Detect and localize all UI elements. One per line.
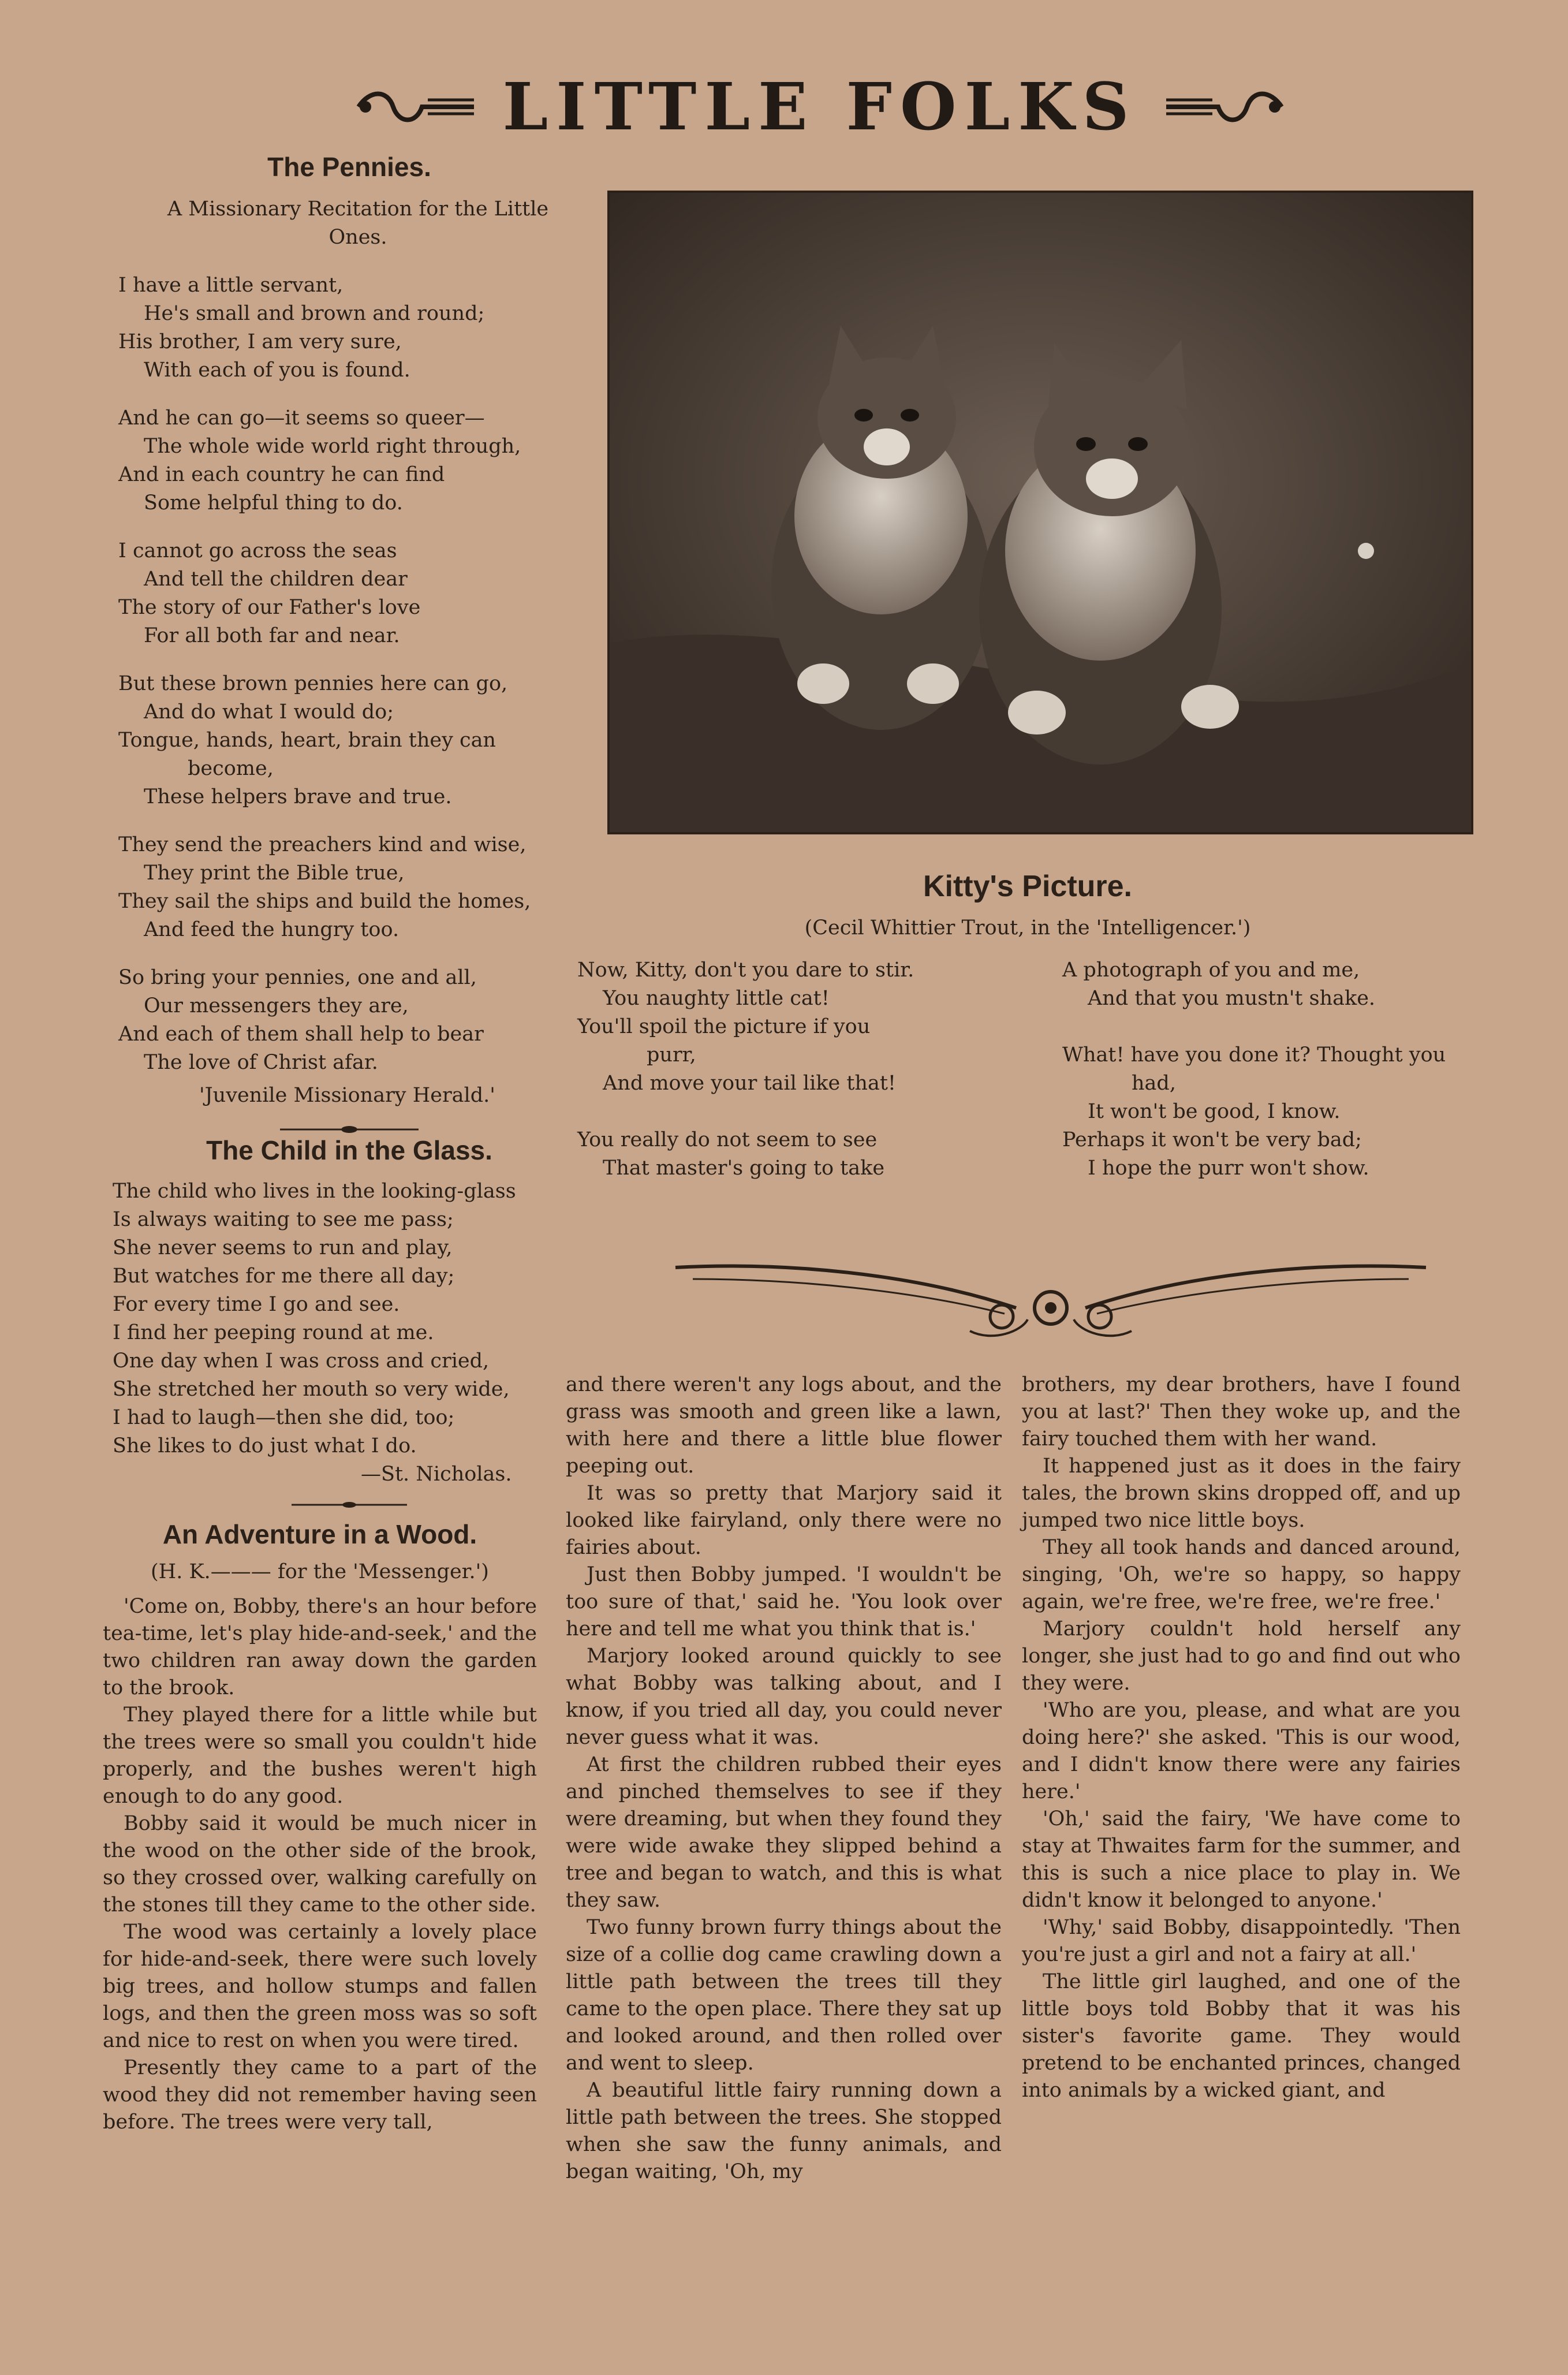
- paragraph: The little girl laughed, and one of the little boys told Bobby that it was his sister's favorite game. They would pretend to be enchanted princes, changed into animals by a wicked giant, and: [1022, 1970, 1461, 2102]
- kittens-photograph: [607, 191, 1473, 834]
- right-flourish-ornament: [1160, 84, 1287, 130]
- pennies-stanza-5: [118, 831, 580, 944]
- paragraph: The wood was certainly a lovely place for hide-and-seek, there were such lovely big trees, and hollow stumps and fallen logs, and then the green moss was so soft and nice to rest on when you were tired.: [103, 1921, 537, 2052]
- kitty-article: [577, 869, 1478, 1183]
- kittens-illustration: [610, 193, 1471, 832]
- paragraph: It was so pretty that Marjory said it looked like fairyland, only there were no fairies about.: [566, 1482, 1002, 1559]
- poem-line: [1062, 1013, 1478, 1041]
- poem-line: But these brown pennies here can go,: [118, 672, 508, 695]
- paragraph: Marjory couldn't hold herself any longer, she just had to go and find out who they were.: [1022, 1617, 1461, 1695]
- poem-line: And move your tail like that!: [603, 1072, 896, 1095]
- scroll-ornament: [670, 1244, 1432, 1348]
- pennies-stanza-1: [118, 271, 580, 385]
- pennies-stanza-2: [118, 404, 580, 517]
- poem-line: That master's going to take: [603, 1157, 885, 1180]
- poem-line: The whole wide world right through,: [144, 435, 521, 458]
- paragraph: At first the children rubbed their eyes and pinched themselves to see if they were dreaming, but when they found they were wide awake they slipped behind a tree and began to watch, and this is what they saw.: [566, 1753, 1002, 1912]
- poem-line: [577, 1098, 993, 1126]
- poem-line: What! have you done it? Thought you: [1062, 1043, 1446, 1067]
- poem-line: I cannot go across the seas: [118, 539, 397, 562]
- pennies-stanza-4: [118, 670, 580, 811]
- poem-line: Perhaps it won't be very bad;: [1062, 1128, 1362, 1151]
- poem-line: had,: [1132, 1072, 1176, 1095]
- poem-line: She never seems to run and play,: [113, 1236, 453, 1259]
- poem-line: It won't be good, I know.: [1088, 1100, 1341, 1123]
- poem-line: purr,: [647, 1043, 696, 1067]
- adventure-title: An Adventure in a Wood.: [162, 1519, 477, 1549]
- pennies-article: [118, 151, 580, 1135]
- poem-line: And he can go—it seems so queer—: [118, 407, 485, 430]
- paragraph: Presently they came to a part of the wood they did not remember having seen before. The trees were very tall,: [103, 2056, 537, 2134]
- poem-line: And that you mustn't shake.: [1088, 987, 1376, 1010]
- pennies-title: The Pennies.: [267, 152, 431, 182]
- kitty-poem: [577, 956, 1478, 1183]
- poem-line: Tongue, hands, heart, brain they can: [118, 729, 496, 752]
- adventure-byline: (H. K.——— for the 'Messenger.'): [151, 1560, 489, 1583]
- poem-line: And each of them shall help to bear: [118, 1023, 484, 1046]
- poem-line: With each of you is found.: [144, 359, 410, 382]
- poem-line: For every time I go and see.: [113, 1293, 400, 1316]
- poem-line: And feed the hungry too.: [144, 918, 400, 941]
- paragraph: Two funny brown furry things about the size of a collie dog came crawling down a little path between the trees till they came to the open place. There they sat up and looked around, and then rolled over and went to sleep.: [566, 1916, 1002, 2075]
- poem-line: And do what I would do;: [144, 700, 394, 724]
- poem-line: The story of our Father's love: [118, 596, 421, 619]
- poem-line: They sail the ships and build the homes,: [118, 890, 531, 913]
- poem-line: She likes to do just what I do.: [113, 1434, 417, 1457]
- pennies-subtitle-cont: Ones.: [328, 226, 387, 249]
- paragraph: Bobby said it would be much nicer in the wood on the other side of the brook, so they crossed over, walking carefully on the stones till they came to the other side.: [103, 1812, 537, 1917]
- poem-line: You naughty little cat!: [603, 987, 830, 1010]
- poem-line: She stretched her mouth so very wide,: [113, 1378, 510, 1401]
- poem-line: But watches for me there all day;: [113, 1265, 455, 1288]
- section-divider: [280, 1124, 419, 1135]
- poem-line: These helpers brave and true.: [144, 785, 452, 808]
- paragraph: A beautiful little fairy running down a little path between the trees. She stopped when she saw the funny animals, and began waiting, 'Oh, my: [566, 2079, 1002, 2183]
- poem-line: The child who lives in the looking-glass: [113, 1180, 516, 1203]
- poem-line: His brother, I am very sure,: [118, 330, 402, 353]
- adventure-article: [103, 1519, 537, 2136]
- paragraph: Just then Bobby jumped. 'I wouldn't be too sure of that,' said he. 'You look over here and tell me what you think that is.': [566, 1563, 1002, 1640]
- poem-line: Our messengers they are,: [144, 994, 409, 1017]
- poem-line: You really do not seem to see: [577, 1128, 878, 1151]
- kitty-poem-right: [1062, 956, 1478, 1183]
- poem-line: One day when I was cross and cried,: [113, 1349, 490, 1373]
- kitty-poem-left: [577, 956, 993, 1183]
- poem-line: He's small and brown and round;: [144, 302, 485, 325]
- paragraph: 'Come on, Bobby, there's an hour before tea-time, let's play hide-and-seek,' and the two children ran away down the garden to the brook.: [103, 1595, 537, 1699]
- paragraph: They played there for a little while but the trees were so small you couldn't hide properly, and the bushes weren't high enough to do any good.: [103, 1703, 537, 1808]
- paragraph: 'Who are you, please, and what are you doing here?' she asked. 'This is our wood, and I didn't know there were any fairies here.': [1022, 1699, 1461, 1803]
- left-flourish-ornament: [353, 84, 480, 130]
- masthead-title: LITTLE FOLKS: [502, 69, 1137, 145]
- glass-source: —St. Nicholas.: [361, 1463, 512, 1486]
- paragraph: It happened just as it does in the fairy tales, the brown skins dropped off, and up jumped two nice little boys.: [1022, 1455, 1461, 1532]
- pennies-stanza-6: [118, 964, 580, 1077]
- paragraph: brothers, my dear brothers, have I found you at last?' Then they woke up, and the fairy touched them with her wand.: [1022, 1373, 1461, 1451]
- paragraph: and there weren't any logs about, and the grass was smooth and green like a lawn, with here and there a little blue flower peeping out.: [566, 1373, 1002, 1478]
- section-divider: [292, 1499, 407, 1511]
- masthead: [323, 64, 1316, 150]
- poem-line: I had to laugh—then she did, too;: [113, 1406, 455, 1429]
- adventure-column-2: [566, 1371, 1002, 2186]
- poem-line: So bring your pennies, one and all,: [118, 966, 477, 989]
- poem-line: The love of Christ afar.: [144, 1051, 378, 1074]
- paragraph: Marjory looked around quickly to see what Bobby was talking about, and I know, if you tried all day, you could never never guess what it was.: [566, 1645, 1002, 1749]
- adventure-column-1: [103, 1593, 537, 2136]
- poem-line: I hope the purr won't show.: [1088, 1157, 1369, 1180]
- poem-line: I find her peeping round at me.: [113, 1321, 434, 1344]
- paragraph: 'Why,' said Bobby, disappointedly. 'Then you're just a girl and not a fairy at all.': [1022, 1916, 1461, 1966]
- adventure-column-3: [1022, 1371, 1461, 2104]
- poem-line: They print the Bible true,: [144, 862, 405, 885]
- poem-line: And tell the children dear: [144, 568, 408, 591]
- kitty-title: Kitty's Picture.: [923, 870, 1133, 903]
- poem-line: For all both far and near.: [144, 624, 400, 647]
- poem-line: And in each country he can find: [118, 463, 445, 486]
- poem-line: A photograph of you and me,: [1062, 959, 1360, 982]
- poem-line: become,: [188, 757, 274, 780]
- pennies-subtitle: A Missionary Recitation for the Little: [167, 197, 549, 221]
- pennies-stanza-3: [118, 537, 580, 650]
- glass-title: The Child in the Glass.: [206, 1135, 492, 1165]
- paragraph: They all took hands and danced around, singing, 'Oh, we're so happy, so happy again, we're free, we're free, we're free.': [1022, 1536, 1461, 1613]
- paragraph: 'Oh,' said the fairy, 'We have come to stay at Thwaites farm for the summer, and this is such a nice place to play in. We didn't know it belonged to anyone.': [1022, 1807, 1461, 1912]
- poem-line: Is always waiting to see me pass;: [113, 1208, 454, 1231]
- poem-line: I have a little servant,: [118, 274, 344, 297]
- poem-line: They send the preachers kind and wise,: [118, 833, 527, 856]
- poem-line: Some helpful thing to do.: [144, 491, 403, 514]
- glass-article: [113, 1135, 586, 1511]
- pennies-source: 'Juvenile Missionary Herald.': [199, 1084, 495, 1107]
- kitty-byline: (Cecil Whittier Trout, in the 'Intelligencer.'): [804, 916, 1251, 939]
- poem-line: Now, Kitty, don't you dare to stir.: [577, 959, 914, 982]
- poem-line: You'll spoil the picture if you: [577, 1015, 871, 1038]
